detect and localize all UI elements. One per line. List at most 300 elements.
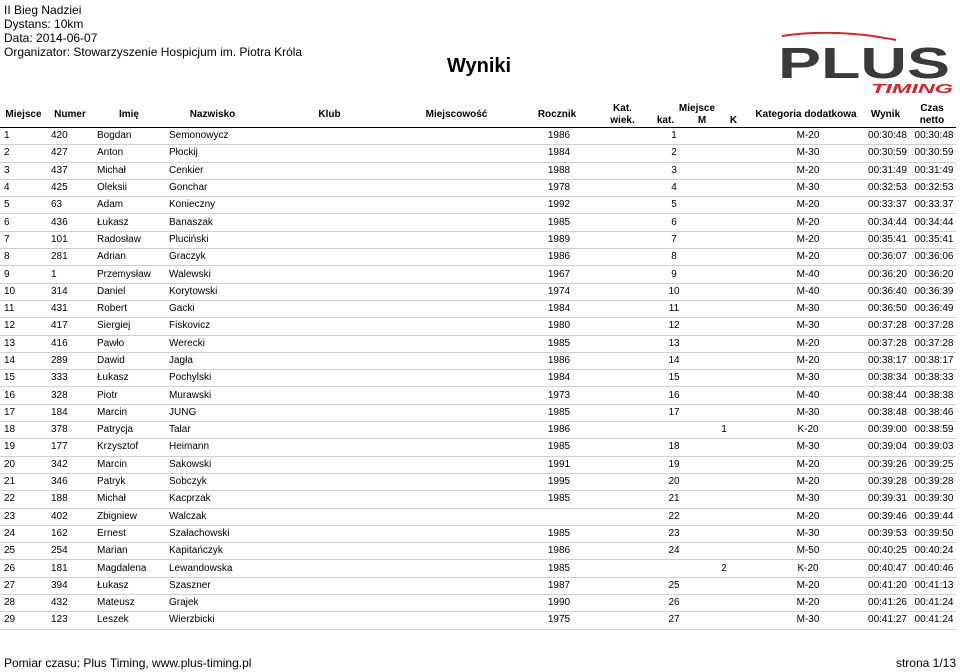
cell-club: [260, 318, 399, 335]
cell-city: [399, 577, 514, 594]
cell-year: 1980: [514, 318, 600, 335]
cell-extra-category: M-40: [749, 266, 863, 283]
cell-extra-category: M-20: [749, 595, 863, 612]
cell-place: 21: [0, 473, 47, 490]
cell-number: 432: [47, 595, 93, 612]
cell-age-category: [600, 422, 645, 439]
table-row: [0, 508, 956, 525]
cell-result: 00:37:28: [863, 318, 908, 335]
cell-year: 1978: [514, 179, 600, 196]
cell-first-name: Radosław: [93, 231, 165, 248]
cell-year: 1985: [514, 560, 600, 577]
cell-category-place: [645, 456, 749, 473]
cell-number: 181: [47, 560, 93, 577]
table-row: [0, 300, 956, 317]
cell-result: 00:34:44: [863, 214, 908, 231]
cell-number: 162: [47, 525, 93, 542]
cell-number: 342: [47, 456, 93, 473]
cell-category-place-m: [649, 561, 699, 577]
cell-category-place: [645, 595, 749, 612]
cell-net-time: 00:36:20: [908, 266, 956, 283]
cell-result: 00:39:28: [863, 473, 908, 490]
cell-net-time: 00:39:44: [908, 508, 956, 525]
cell-category-place-k: [699, 439, 749, 455]
cell-last-name: Lewandowska: [165, 560, 260, 577]
cell-extra-category: M-20: [749, 162, 863, 179]
cell-last-name: Banaszak: [165, 214, 260, 231]
cell-category-place-m: 24: [668, 545, 680, 557]
cell-category-place-k: [699, 491, 749, 507]
cell-number: 101: [47, 231, 93, 248]
cell-year: 1975: [514, 612, 600, 629]
cell-extra-category: M-30: [749, 525, 863, 542]
cell-place: 28: [0, 595, 47, 612]
cell-category-place: [645, 214, 749, 231]
col-number: Numer: [54, 109, 86, 120]
cell-result: 00:32:53: [863, 179, 908, 196]
cell-last-name: Gonchar: [165, 179, 260, 196]
col-last-name: Nazwisko: [189, 109, 236, 120]
cell-club: [260, 352, 399, 369]
cell-first-name: Krzysztof: [93, 439, 165, 456]
table-row: [0, 352, 956, 369]
cell-net-time: 00:39:25: [908, 456, 956, 473]
cell-net-time: 00:38:33: [908, 370, 956, 387]
cell-last-name: Sobczyk: [165, 473, 260, 490]
table-row: [0, 491, 956, 508]
cell-club: [260, 422, 399, 439]
cell-year: 1985: [514, 439, 600, 456]
cell-category-place: [645, 300, 749, 317]
cell-category-place: [645, 525, 749, 542]
cell-category-place: [645, 128, 749, 145]
cell-last-name: JUNG: [165, 404, 260, 421]
cell-place: 9: [0, 266, 47, 283]
cell-number: 314: [47, 283, 93, 300]
cell-net-time: 00:36:39: [908, 283, 956, 300]
results-body: [0, 128, 956, 630]
cell-first-name: Przemysław: [93, 266, 165, 283]
cell-net-time: 00:38:59: [908, 422, 956, 439]
cell-category-place-m: 11: [668, 303, 680, 315]
cell-extra-category: M-30: [749, 439, 863, 456]
cell-net-time: 00:38:46: [908, 404, 956, 421]
table-row: [0, 456, 956, 473]
table-row: [0, 197, 956, 214]
cell-category-place-m: 22: [668, 510, 680, 522]
cell-year: 1985: [514, 335, 600, 352]
cell-year: 1987: [514, 577, 600, 594]
cell-net-time: 00:33:37: [908, 197, 956, 214]
cell-category-place-k: [699, 405, 749, 421]
cell-city: [399, 266, 514, 283]
cell-result: 00:38:17: [863, 352, 908, 369]
cell-city: [399, 335, 514, 352]
cell-result: 00:39:04: [863, 439, 908, 456]
cell-year: 1986: [514, 422, 600, 439]
cell-category-place-k: [699, 215, 749, 231]
cell-net-time: 00:41:24: [908, 612, 956, 629]
cell-category-place: [645, 249, 749, 266]
cell-club: [260, 612, 399, 629]
col-extra-category: Kategoria dodatkowa: [755, 109, 857, 120]
cell-category-place-k: [699, 318, 749, 334]
cell-club: [260, 595, 399, 612]
cell-age-category: [600, 370, 645, 387]
cell-category-place-k: [699, 267, 749, 283]
cell-last-name: Korytowski: [165, 283, 260, 300]
cell-year: 1984: [514, 145, 600, 162]
cell-age-category: [600, 249, 645, 266]
cell-result: 00:33:37: [863, 197, 908, 214]
cell-first-name: Anton: [93, 145, 165, 162]
cell-result: 00:41:20: [863, 577, 908, 594]
cell-last-name: Walewski: [165, 266, 260, 283]
table-row: [0, 612, 956, 629]
cell-age-category: [600, 179, 645, 196]
cell-place: 18: [0, 422, 47, 439]
cell-club: [260, 145, 399, 162]
cell-first-name: Łukasz: [93, 577, 165, 594]
cell-net-time: 00:41:24: [908, 595, 956, 612]
cell-first-name: Dawid: [93, 352, 165, 369]
cell-last-name: Werecki: [165, 335, 260, 352]
cell-last-name: Sakowski: [165, 456, 260, 473]
table-header-row: [0, 103, 956, 128]
cell-city: [399, 283, 514, 300]
cell-first-name: Michał: [93, 162, 165, 179]
cell-last-name: Semonowycz: [165, 128, 260, 145]
logo-text-timing: TIMING: [871, 81, 953, 96]
cell-city: [399, 231, 514, 248]
table-row: [0, 266, 956, 283]
cell-last-name: Heimann: [165, 439, 260, 456]
cell-extra-category: M-30: [749, 612, 863, 629]
cell-number: 378: [47, 422, 93, 439]
cell-age-category: [600, 318, 645, 335]
cell-extra-category: K-20: [749, 560, 863, 577]
cell-number: 184: [47, 404, 93, 421]
cell-category-place-m: 9: [671, 268, 677, 280]
event-date: Data: 2014-06-07: [4, 31, 98, 45]
cell-club: [260, 473, 399, 490]
cell-category-place: [645, 422, 749, 439]
cell-place: 29: [0, 612, 47, 629]
cell-first-name: Marian: [93, 543, 165, 560]
cell-number: 425: [47, 179, 93, 196]
cell-club: [260, 300, 399, 317]
cell-net-time: 00:41:13: [908, 577, 956, 594]
cell-place: 19: [0, 439, 47, 456]
cell-category-place-k: [699, 474, 749, 490]
cell-net-time: 00:36:49: [908, 300, 956, 317]
cell-extra-category: M-30: [749, 491, 863, 508]
cell-place: 17: [0, 404, 47, 421]
cell-category-place-k: [699, 180, 749, 196]
cell-category-place-m: 19: [668, 458, 680, 470]
cell-last-name: Płockij: [165, 145, 260, 162]
cell-place: 23: [0, 508, 47, 525]
cell-category-place: [645, 387, 749, 404]
cell-last-name: Talar: [165, 422, 260, 439]
cell-city: [399, 439, 514, 456]
cell-category-place: [645, 145, 749, 162]
cell-category-place-m: 12: [668, 320, 680, 332]
cell-net-time: 00:30:59: [908, 145, 956, 162]
cell-first-name: Adam: [93, 197, 165, 214]
cell-last-name: Wierzbicki: [165, 612, 260, 629]
cell-net-time: 00:38:17: [908, 352, 956, 369]
cell-category-place-m: 16: [668, 389, 680, 401]
cell-last-name: Gacki: [165, 300, 260, 317]
cell-year: 1990: [514, 595, 600, 612]
cell-category-place-m: 2: [671, 147, 677, 159]
cell-year: 1992: [514, 197, 600, 214]
cell-place: 11: [0, 300, 47, 317]
cell-last-name: Fiskovicz: [165, 318, 260, 335]
cell-category-place-k: [699, 612, 749, 628]
table-row: [0, 404, 956, 421]
cell-year: 1984: [514, 370, 600, 387]
table-row: [0, 370, 956, 387]
cell-category-place-m: 26: [668, 597, 680, 609]
cell-age-category: [600, 266, 645, 283]
cell-last-name: Pluciński: [165, 231, 260, 248]
cell-category-place-k: [699, 284, 749, 300]
table-row: [0, 422, 956, 439]
cell-first-name: Patryk: [93, 473, 165, 490]
cell-first-name: Magdalena: [93, 560, 165, 577]
cell-place: 2: [0, 145, 47, 162]
cell-club: [260, 335, 399, 352]
cell-age-category: [600, 595, 645, 612]
cell-club: [260, 231, 399, 248]
cell-first-name: Leszek: [93, 612, 165, 629]
col-age-category: Kat. wiek.: [610, 103, 635, 126]
cell-club: [260, 283, 399, 300]
cell-number: 289: [47, 352, 93, 369]
cell-city: [399, 197, 514, 214]
cell-age-category: [600, 439, 645, 456]
cell-net-time: 00:36:06: [908, 249, 956, 266]
cell-extra-category: M-50: [749, 543, 863, 560]
cell-place: 25: [0, 543, 47, 560]
cell-extra-category: M-30: [749, 179, 863, 196]
cell-club: [260, 491, 399, 508]
cell-club: [260, 404, 399, 421]
cell-category-place: [645, 439, 749, 456]
col-net-time: Czas netto: [919, 103, 945, 126]
cell-city: [399, 249, 514, 266]
cell-place: 22: [0, 491, 47, 508]
cell-age-category: [600, 491, 645, 508]
cell-club: [260, 560, 399, 577]
cell-club: [260, 577, 399, 594]
cell-category-place-k: [699, 543, 749, 559]
cell-category-place-m: 23: [668, 527, 680, 539]
cell-club: [260, 543, 399, 560]
cell-category-place-m: 18: [668, 441, 680, 453]
cell-category-place-m: 17: [668, 406, 680, 418]
cell-number: 177: [47, 439, 93, 456]
cell-age-category: [600, 387, 645, 404]
cell-club: [260, 439, 399, 456]
cell-club: [260, 214, 399, 231]
cell-club: [260, 249, 399, 266]
cell-last-name: Konieczny: [165, 197, 260, 214]
cell-age-category: [600, 128, 645, 145]
table-row: [0, 214, 956, 231]
cell-age-category: [600, 300, 645, 317]
cell-year: [514, 508, 600, 525]
cell-category-place: [645, 491, 749, 508]
cell-number: 417: [47, 318, 93, 335]
cell-extra-category: M-20: [749, 128, 863, 145]
cell-category-place-k: [699, 163, 749, 179]
cell-city: [399, 370, 514, 387]
cell-place: 7: [0, 231, 47, 248]
cell-result: 00:40:25: [863, 543, 908, 560]
cell-year: 1973: [514, 387, 600, 404]
cell-category-place: [645, 473, 749, 490]
cell-net-time: 00:31:49: [908, 162, 956, 179]
cell-age-category: [600, 404, 645, 421]
cell-result: 00:36:20: [863, 266, 908, 283]
cell-result: 00:36:07: [863, 249, 908, 266]
cell-year: 1988: [514, 162, 600, 179]
table-row: [0, 318, 956, 335]
cell-extra-category: M-30: [749, 370, 863, 387]
cell-net-time: 00:40:24: [908, 543, 956, 560]
cell-number: 420: [47, 128, 93, 145]
cell-club: [260, 370, 399, 387]
cell-result: 00:31:49: [863, 162, 908, 179]
cell-category-place-m: [649, 422, 699, 438]
cell-result: 00:30:59: [863, 145, 908, 162]
cell-city: [399, 560, 514, 577]
cell-year: 1984: [514, 300, 600, 317]
cell-category-place-k: 1: [721, 424, 727, 436]
event-distance: Dystans: 10km: [4, 17, 84, 31]
cell-first-name: Oleksii: [93, 179, 165, 196]
cell-net-time: 00:32:53: [908, 179, 956, 196]
event-organizer: Organizator: Stowarzyszenie Hospicjum im. Piotra Króla: [4, 45, 303, 59]
col-category-place: Miejsce kat. M K: [656, 103, 738, 126]
table-row: [0, 473, 956, 490]
table-row: [0, 162, 956, 179]
cell-result: 00:38:48: [863, 404, 908, 421]
cell-category-place-k: [699, 232, 749, 248]
cell-category-place: [645, 543, 749, 560]
cell-first-name: Łukasz: [93, 370, 165, 387]
table-row: [0, 179, 956, 196]
cell-year: 1986: [514, 128, 600, 145]
cell-category-place-m: 15: [668, 372, 680, 384]
cell-extra-category: M-30: [749, 300, 863, 317]
table-row: [0, 128, 956, 145]
cell-category-place-k: [699, 336, 749, 352]
cell-result: 00:39:00: [863, 422, 908, 439]
cell-city: [399, 456, 514, 473]
cell-number: 436: [47, 214, 93, 231]
cell-age-category: [600, 525, 645, 542]
cell-number: 281: [47, 249, 93, 266]
cell-net-time: 00:35:41: [908, 231, 956, 248]
cell-net-time: 00:39:30: [908, 491, 956, 508]
results-table: [0, 103, 956, 630]
cell-category-place-m: 7: [671, 233, 677, 245]
cell-extra-category: M-20: [749, 197, 863, 214]
cell-first-name: Robert: [93, 300, 165, 317]
cell-category-place-k: [699, 526, 749, 542]
cell-club: [260, 266, 399, 283]
cell-result: 00:36:40: [863, 283, 908, 300]
cell-category-place-k: 2: [721, 562, 727, 574]
cell-result: 00:35:41: [863, 231, 908, 248]
cell-first-name: Bogdan: [93, 128, 165, 145]
cell-result: 00:39:53: [863, 525, 908, 542]
cell-age-category: [600, 560, 645, 577]
cell-number: 402: [47, 508, 93, 525]
event-name: II Bieg Nadziei: [4, 3, 82, 17]
cell-category-place-k: [699, 578, 749, 594]
cell-last-name: Szaszner: [165, 577, 260, 594]
col-first-name: Imię: [118, 109, 139, 120]
cell-number: 431: [47, 300, 93, 317]
cell-first-name: Łukasz: [93, 214, 165, 231]
cell-category-place: [645, 404, 749, 421]
cell-city: [399, 543, 514, 560]
table-row: [0, 525, 956, 542]
cell-number: 346: [47, 473, 93, 490]
col-result: Wynik: [870, 109, 901, 120]
event-info: [4, 3, 302, 59]
cell-city: [399, 318, 514, 335]
cell-first-name: Mateusz: [93, 595, 165, 612]
cell-place: 1: [0, 128, 47, 145]
cell-city: [399, 473, 514, 490]
cell-result: 00:41:27: [863, 612, 908, 629]
cell-extra-category: M-30: [749, 145, 863, 162]
table-row: [0, 231, 956, 248]
cell-extra-category: M-20: [749, 577, 863, 594]
cell-city: [399, 525, 514, 542]
cell-age-category: [600, 456, 645, 473]
cell-age-category: [600, 162, 645, 179]
cell-year: 1995: [514, 473, 600, 490]
cell-net-time: 00:38:38: [908, 387, 956, 404]
cell-category-place-m: 5: [671, 199, 677, 211]
table-row: [0, 387, 956, 404]
cell-net-time: 00:34:44: [908, 214, 956, 231]
cell-extra-category: K-20: [749, 422, 863, 439]
cell-extra-category: M-20: [749, 508, 863, 525]
col-club: Klub: [318, 109, 341, 120]
cell-extra-category: M-30: [749, 318, 863, 335]
cell-year: 1985: [514, 491, 600, 508]
cell-place: 4: [0, 179, 47, 196]
cell-category-place-k: [699, 509, 749, 525]
cell-year: 1985: [514, 525, 600, 542]
cell-year: 1985: [514, 214, 600, 231]
cell-year: 1974: [514, 283, 600, 300]
cell-club: [260, 162, 399, 179]
cell-category-place-m: 21: [668, 493, 680, 505]
cell-category-place-m: 20: [668, 476, 680, 488]
cell-year: 1985: [514, 404, 600, 421]
cell-age-category: [600, 352, 645, 369]
cell-first-name: Michał: [93, 491, 165, 508]
